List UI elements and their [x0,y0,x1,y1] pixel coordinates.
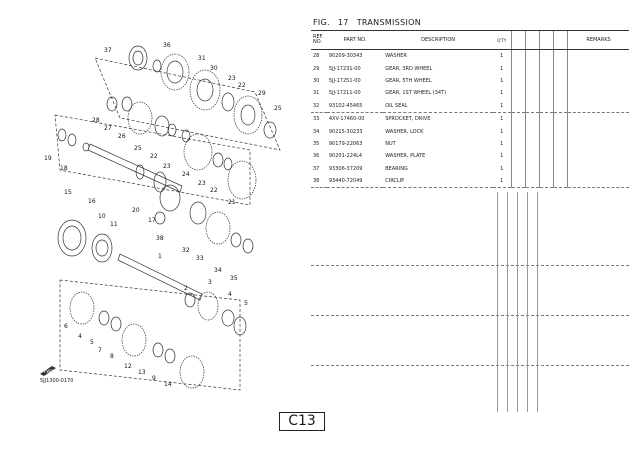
remarks-cell [568,125,629,137]
svg-text:23: 23 [198,180,206,187]
check-cell [539,62,553,74]
part-no-cell: 93306-37209 [328,165,363,172]
parts-table [311,30,629,188]
check-cell [539,125,553,137]
description-cell: WASHER, PLATE [385,153,426,160]
svg-text:20: 20 [132,207,140,214]
check-cell [553,50,567,63]
svg-text:26: 26 [118,133,126,140]
check-cell [539,175,553,188]
ref-cell: 38 [311,175,327,188]
svg-text:16: 16 [88,198,96,205]
ref-cell: 33 [313,116,320,123]
svg-text:22: 22 [238,82,246,89]
ref-cell: 37 [313,165,320,172]
table-row [311,50,629,63]
qty-cell: 1 [500,165,504,172]
column-rule [537,192,538,412]
check-cell [539,75,553,87]
check-cell [553,100,567,113]
description-cell: GEAR, 3RD WHEEL [385,65,433,72]
qty-cell: 1 [500,153,504,160]
check-cell [553,150,567,162]
check-cell [553,112,567,125]
table-row [311,138,629,150]
remarks-cell [568,62,629,74]
check-cell [525,125,539,137]
svg-text:23: 23 [163,163,171,170]
table-row [311,175,629,188]
svg-text:15: 15 [64,189,72,196]
svg-text:29: 29 [258,90,266,97]
ref-cell: 34 [313,128,320,135]
check-cell [539,150,553,162]
table-row [311,150,629,162]
svg-text:30: 30 [210,65,218,72]
svg-text:33: 33 [196,255,204,262]
svg-text:FWD: FWD [44,369,54,374]
part-no-cell: 90209-30343 [328,53,363,60]
check-cell [511,50,525,63]
col-remarks: REMARKS [568,31,629,50]
svg-text:37: 37 [104,47,112,54]
check-cell [511,87,525,99]
part-no-cell: 5JJ-17211-00 [328,90,361,97]
page-label: C13 [279,412,325,431]
part-no-cell: 4XV-17460-00 [328,116,365,123]
part-no-cell: 93102-45465 [327,100,383,113]
table-row [311,62,629,74]
description-cell: NUT [385,140,396,147]
description-cell: OIL SEAL [383,100,493,113]
column-rule [527,192,528,412]
svg-text:1: 1 [158,253,162,260]
svg-text:27: 27 [104,125,112,132]
check-cell [511,100,525,113]
svg-text:18: 18 [60,165,68,172]
svg-text:34: 34 [214,267,222,274]
ref-cell: 28 [313,53,320,60]
check-cell [553,163,567,175]
check-cell [525,175,539,188]
check-cell [553,125,567,137]
ref-cell: 36 [313,153,320,160]
check-cell [525,138,539,150]
check-cell [511,112,525,125]
check-cell [553,62,567,74]
description-cell: GEAR, 1ST WHEEL (34T) [385,90,447,97]
qty-cell: 1 [500,90,504,97]
divider [311,265,629,266]
part-no-cell: 93440-72049 [327,175,383,188]
svg-text:22: 22 [210,187,218,194]
svg-text:22: 22 [150,153,158,160]
svg-text:4: 4 [228,291,232,298]
remarks-cell [568,100,629,113]
remarks-cell [568,75,629,87]
check-cell [511,163,525,175]
table-row [311,163,629,175]
svg-text:31: 31 [198,55,206,62]
svg-text:9: 9 [152,375,156,382]
svg-text:13: 13 [138,369,146,376]
check-cell [553,138,567,150]
column-rule [507,192,508,412]
svg-text:25: 25 [274,105,282,112]
description-cell: CIRCLIP [383,175,493,188]
svg-text:7: 7 [98,347,102,354]
check-cell [511,125,525,137]
svg-text:11: 11 [110,221,118,228]
svg-text:6: 6 [64,323,68,330]
ref-cell: 30 [313,77,320,84]
part-no-cell: 5JJ-17231-00 [328,65,361,72]
qty-cell: 1 [500,116,504,123]
remarks-cell [568,163,629,175]
col-part-no: PART NO. [327,31,383,50]
ref-cell: 31 [313,90,320,97]
table-row [311,75,629,87]
check-cell [539,50,553,63]
check-cell [553,87,567,99]
ref-cell: 32 [311,100,327,113]
qty-cell: 1 [500,128,504,135]
qty-cell: 1 [500,77,504,84]
remarks-cell [568,87,629,99]
col-qty: Q'TY [493,31,511,50]
description-cell: BEARING [385,165,408,172]
check-cell [539,112,553,125]
svg-text:24: 24 [182,171,190,178]
divider [311,315,629,316]
ref-cell: 29 [313,65,320,72]
svg-text:14: 14 [164,381,172,388]
svg-text:19: 19 [44,155,52,162]
svg-text:2: 2 [184,285,188,292]
svg-text:35: 35 [230,275,238,282]
description-cell: GEAR, 5TH WHEEL [385,77,432,84]
svg-text:17: 17 [148,217,156,224]
qty-cell: 1 [500,53,504,60]
column-rule [517,192,518,412]
qty-cell: 1 [493,175,511,188]
svg-text:3: 3 [208,279,212,286]
check-cell [525,163,539,175]
check-cell [525,112,539,125]
check-cell [511,150,525,162]
svg-text:23: 23 [228,75,236,82]
svg-text:38: 38 [156,235,164,242]
check-cell [511,62,525,74]
table-row [311,125,629,137]
svg-text:25: 25 [134,145,142,152]
description-cell: SPROCKET, DRIVE [385,116,431,123]
remarks-cell [568,150,629,162]
qty-cell: 1 [500,140,504,147]
svg-text:21: 21 [228,199,236,206]
exploded-diagram [0,0,300,400]
column-rule [497,192,498,412]
svg-text:4: 4 [78,333,82,340]
figure-title: FIG. 17 TRANSMISSION [313,18,422,27]
col-ref: REF. NO. [311,31,327,50]
check-cell [525,100,539,113]
check-cell [539,100,553,113]
check-cell [539,87,553,99]
check-cell [511,138,525,150]
divider [311,365,629,366]
check-cell [553,75,567,87]
table-row [311,100,629,113]
svg-text:36: 36 [163,42,171,49]
svg-text:8: 8 [110,353,114,360]
remarks-cell [568,138,629,150]
check-cell [539,138,553,150]
svg-text:5: 5 [244,300,248,307]
svg-text:10: 10 [98,213,106,220]
col-description: DESCRIPTION [383,31,493,50]
part-no-cell: 90201-224L4 [328,153,363,160]
fwd-arrow-icon [38,361,58,373]
table-row [311,112,629,125]
qty-cell: 1 [493,100,511,113]
check-cell [525,62,539,74]
part-no-cell: 5JJ-17251-00 [328,77,361,84]
svg-text:28: 28 [92,117,100,124]
check-cell [511,175,525,188]
check-cell [525,50,539,63]
check-cell [511,75,525,87]
check-cell [553,175,567,188]
check-cell [525,150,539,162]
check-cell [539,163,553,175]
svg-text:12: 12 [124,363,132,370]
diagram-code: 5JJ1300-0170 [40,378,74,384]
remarks-cell [568,175,629,188]
description-cell: WASHER, LOCK [385,128,424,135]
ref-cell: 35 [313,140,320,147]
part-no-cell: 90215-30233 [328,128,363,135]
svg-text:5: 5 [90,339,94,346]
part-no-cell: 90179-22063 [328,140,363,147]
svg-text:32: 32 [182,247,190,254]
remarks-cell [568,112,629,125]
description-cell: WASHER [385,53,407,60]
qty-cell: 1 [500,65,504,72]
check-cell [525,75,539,87]
check-cell [525,87,539,99]
table-row [311,87,629,99]
remarks-cell [568,50,629,63]
